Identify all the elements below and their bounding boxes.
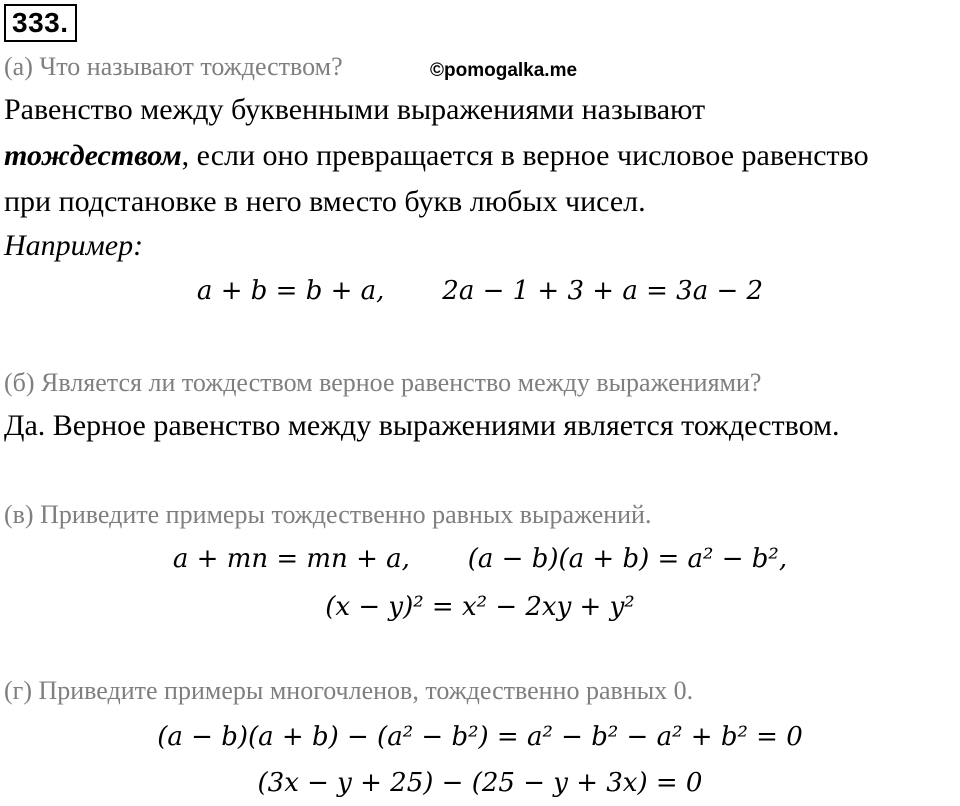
- answer-a-line1: Равенство между буквенными выражениями называют: [4, 93, 706, 126]
- formula-g1: (a − b)(a + b) − (a² − b²) = a² − b² − a² + b² = 0: [157, 722, 803, 752]
- answer-b: Да. Верное равенство между выражениями является тождеством.: [4, 409, 840, 442]
- question-b: (б) Является ли тождеством верное равенство между выражениями?: [4, 368, 762, 397]
- question-a: (а) Что называют тождеством?: [4, 52, 343, 81]
- example-label: Например:: [4, 229, 144, 262]
- answer-a-line3: при подстановке в него вместо букв любых чисел.: [4, 185, 646, 218]
- answer-a-line2-rest: , если оно превращается в верное числовое равенство: [181, 139, 869, 172]
- formula-v1: a + mn = mn + a, (a − b)(a + b) = a² − b²,: [172, 544, 788, 574]
- answer-a-line2: [4, 134, 869, 178]
- example-formula: a + b = b + a, 2a − 1 + 3 + a = 3a − 2: [196, 276, 764, 306]
- term-identity: тождеством: [4, 139, 182, 172]
- watermark: ©pomogalka.me: [430, 60, 578, 81]
- question-g: (г) Приведите примеры многочленов, тождественно равных 0.: [4, 676, 694, 705]
- exercise-number: 333.: [4, 4, 77, 42]
- formula-v2: (x − y)² = x² − 2xy + y²: [325, 592, 635, 622]
- formula-g2: (3x − y + 25) − (25 − y + 3x) = 0: [257, 768, 703, 798]
- question-v: (в) Приведите примеры тождественно равных выражений.: [4, 500, 652, 529]
